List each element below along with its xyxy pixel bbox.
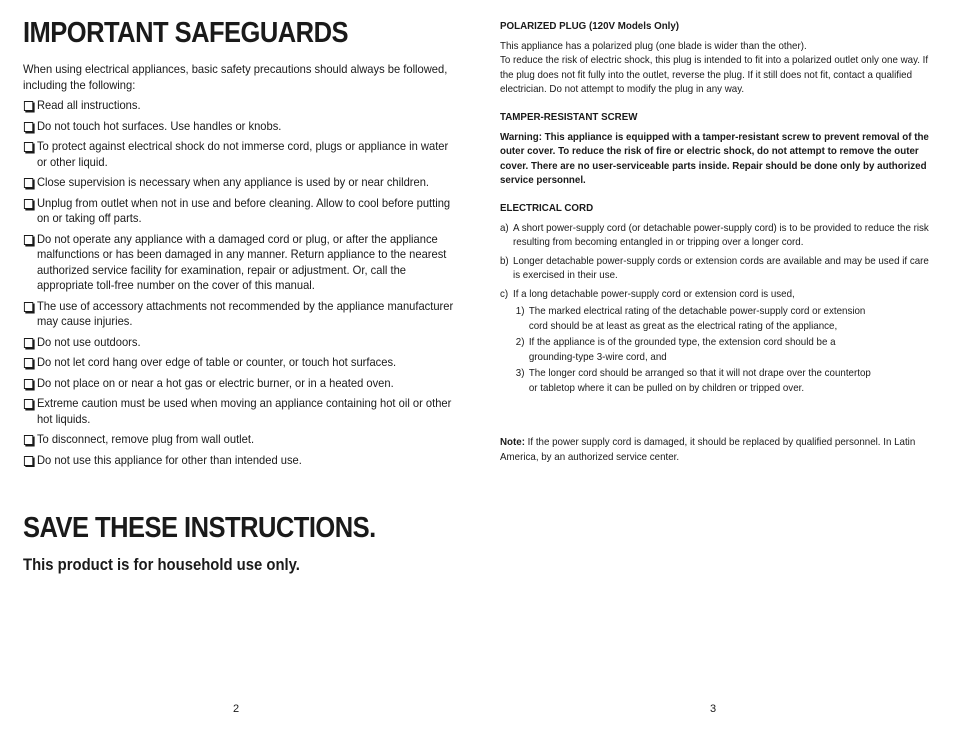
checkbox-icon: [24, 235, 33, 245]
checkbox-icon: [24, 399, 33, 409]
list-item: To protect against electrical shock do not immerse cord, plugs or appliance in water or other liquid.: [23, 139, 455, 170]
section-heading: ELECTRICAL CORD: [500, 202, 594, 214]
list-item: c) If a long detachable power-supply cord or extension cord is used,: [500, 287, 795, 300]
list-item: Do not place on or near a hot gas or electric burner, or in a heated oven.: [23, 376, 455, 392]
sub-list-item: 2) If the appliance is of the grounded type, the extension cord should be a grounding-type 3-wire cord, and: [515, 336, 836, 363]
list-item: Unplug from outlet when not in use and before cleaning. Allow to cool before putting on or taking off parts.: [23, 196, 455, 227]
page-number: 2: [233, 703, 240, 715]
body-text: To reduce the risk of electric shock, this plug is intended to fit into a polarized outlet only one way. If the plug does not fit fully into the outlet, reverse the plug. If it still does not fit, contact a qualified electrician. Do not attempt to modify the plug in any way.: [500, 54, 929, 95]
checkbox-icon: [24, 358, 33, 368]
checkbox-icon: [24, 101, 33, 111]
warning-text: Warning: This appliance is equipped with a tamper-resistant screw to prevent removal of the outer cover. To reduce the risk of fire or electric shock, do not attempt to remove the outer cover. There are no user-serviceable parts inside. Repair should be done only by authorized service personnel.: [500, 130, 929, 186]
safeguards-list: [23, 98, 455, 473]
intro-text: When using electrical appliances, basic safety precautions should always be followed, including the following:: [23, 62, 448, 92]
checkbox-icon: [24, 379, 33, 389]
list-item: Do not use outdoors.: [23, 335, 455, 351]
list-item: Do not operate any appliance with a damaged cord or plug, or after the appliance malfunctions or has been damaged in any manner. Return appliance to the nearest authorized service facility for examination, repair or adjustment. Or, call the appropriate toll-free number on the cover of this manual.: [23, 232, 455, 294]
list-item: Read all instructions.: [23, 98, 455, 114]
section-heading: TAMPER-RESISTANT SCREW: [500, 111, 638, 123]
list-item: The use of accessory attachments not recommended by the appliance manufacturer may cause injuries.: [23, 299, 455, 330]
note-text: If the power supply cord is damaged, it should be replaced by qualified personnel. In Latin America, by an authorized service center.: [500, 436, 916, 463]
list-item: b) Longer detachable power-supply cords or extension cords are available and may be used if care is exercised in their use.: [500, 254, 929, 281]
body-text: This appliance has a polarized plug (one blade is wider than the other).: [500, 39, 807, 52]
list-item: Do not touch hot surfaces. Use handles or knobs.: [23, 119, 455, 135]
checkbox-icon: [24, 302, 33, 312]
list-item: Close supervision is necessary when any appliance is used by or near children.: [23, 175, 455, 191]
list-item: To disconnect, remove plug from wall outlet.: [23, 432, 455, 448]
list-item: a) A short power-supply cord (or detachable power-supply cord) is to be provided to reduce the risk resulting from becoming entangled in or tripping over a longer cord.: [500, 221, 929, 248]
safeguards-title: IMPORTANT SAFEGUARDS: [23, 17, 348, 49]
checkbox-icon: [24, 178, 33, 188]
note-section: [500, 435, 935, 464]
checkbox-icon: [24, 338, 33, 348]
note-label: Note:: [500, 436, 525, 448]
checkbox-icon: [24, 122, 33, 132]
sub-list-item: 3) The longer cord should be arranged so that it will not drape over the countertop or tabletop where it can be pulled on by children or tripped over.: [515, 367, 871, 394]
electrical-cord-section: [500, 201, 935, 397]
checkbox-icon: [24, 142, 33, 152]
list-item: Do not use this appliance for other than intended use.: [23, 453, 455, 469]
sub-list-item: 1) The marked electrical rating of the detachable power-supply cord or extension cord should be at least as great as the electrical rating of the appliance,: [515, 305, 866, 332]
list-item: Do not let cord hang over edge of table or counter, or touch hot surfaces.: [23, 355, 455, 371]
section-heading: POLARIZED PLUG (120V Models Only): [500, 20, 680, 32]
list-item: Extreme caution must be used when moving an appliance containing hot oil or other hot liquids.: [23, 396, 455, 427]
household-use-note: This product is for household use only.: [23, 556, 300, 574]
polarized-plug-section: [500, 19, 935, 97]
checkbox-icon: [24, 199, 33, 209]
tamper-resistant-section: [500, 110, 935, 188]
page-number: 3: [710, 703, 717, 715]
checkbox-icon: [24, 456, 33, 466]
checkbox-icon: [24, 435, 33, 445]
save-instructions-title: SAVE THESE INSTRUCTIONS.: [23, 512, 376, 544]
